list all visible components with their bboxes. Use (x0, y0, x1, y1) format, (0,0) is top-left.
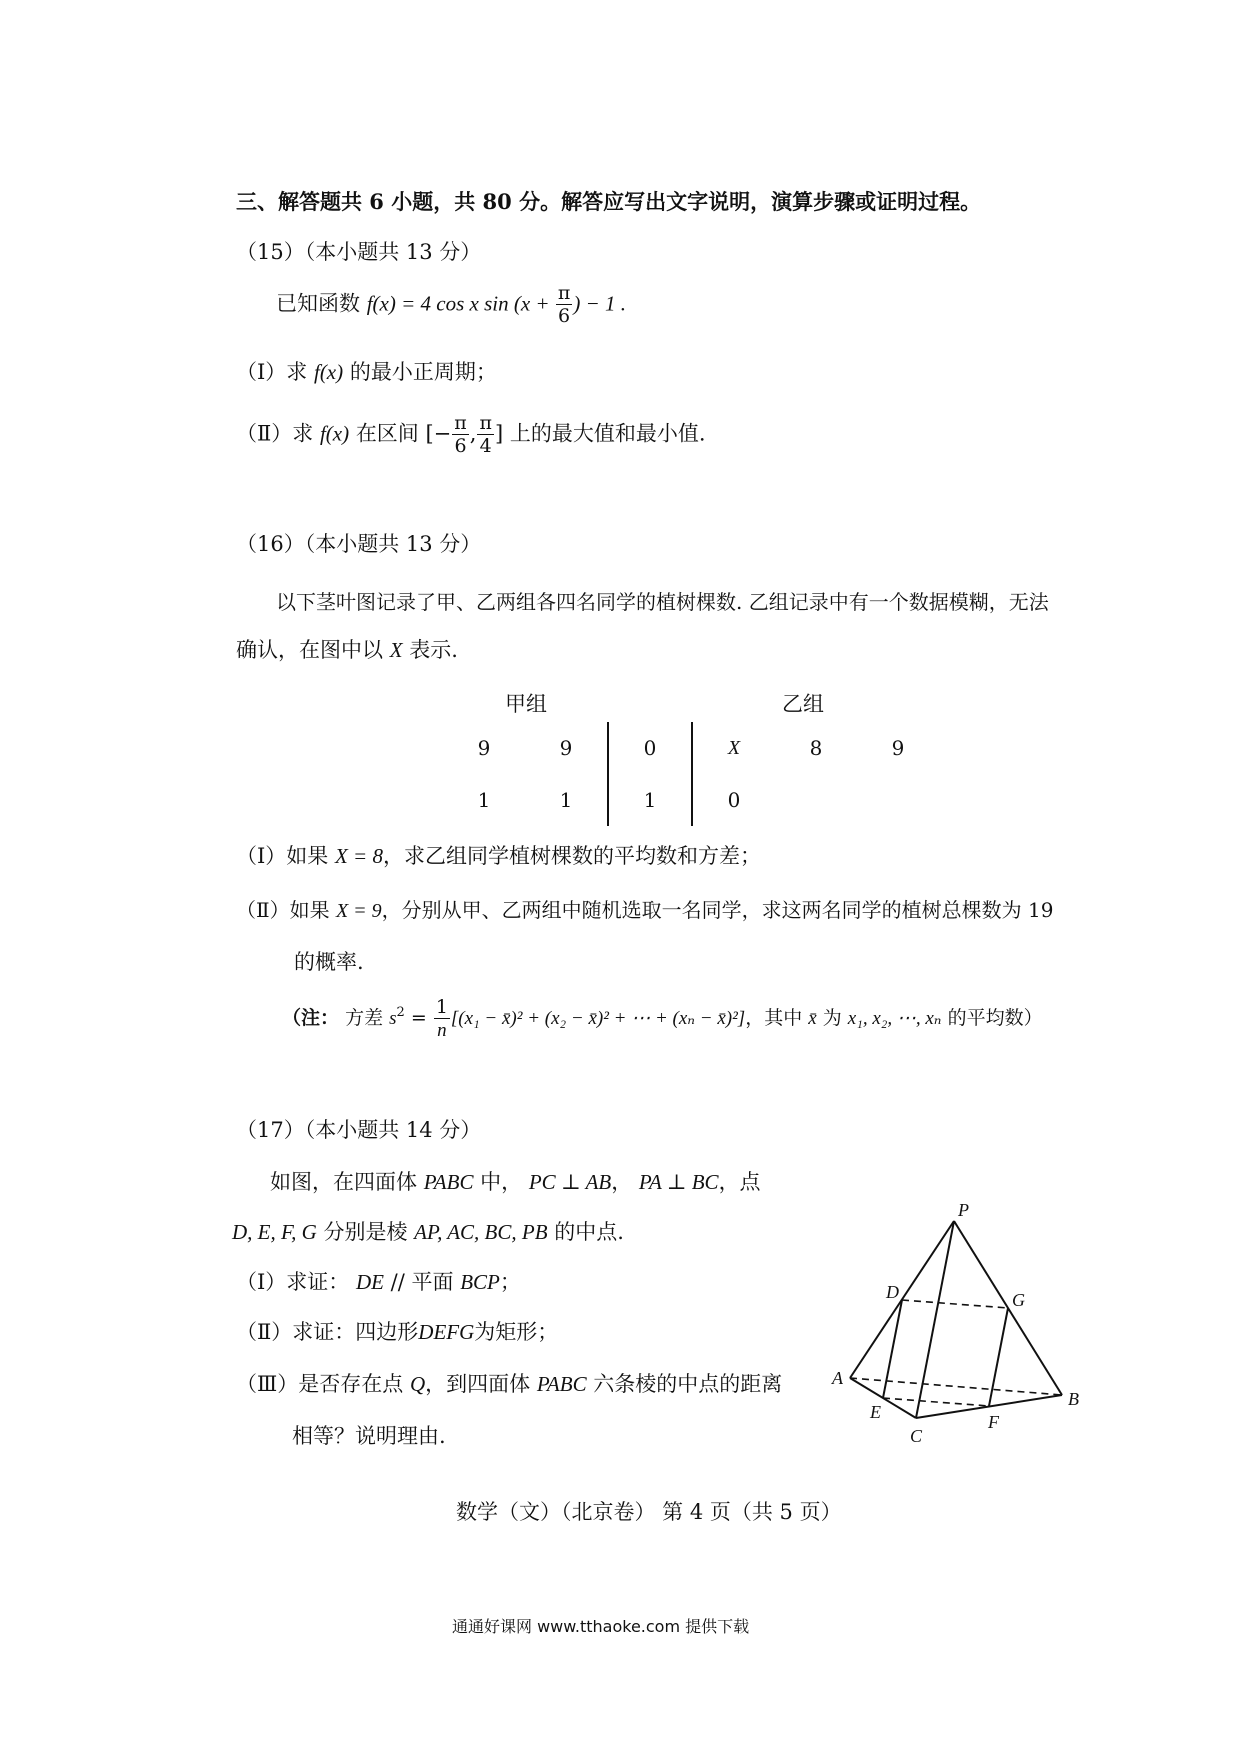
leaf-b: 0 (727, 788, 741, 812)
leaf-b: 8 (809, 736, 823, 760)
q16-note-s-sup: 2 (396, 1005, 405, 1020)
q16-part2 (236, 894, 1053, 923)
q17-line1-b: 中， (480, 1170, 523, 1194)
q17-part3-c: 六条棱的中点的距离 (593, 1372, 783, 1396)
q15-part2-comma: , (469, 421, 477, 446)
stem: 0 (608, 722, 692, 774)
label-A: A (832, 1368, 843, 1388)
q15-part1-fx: f(x) (313, 360, 344, 384)
frac-den: 4 (479, 435, 492, 457)
q15-func-lhs: f(x) = 4 cos x sin (x + (366, 291, 555, 316)
tetrahedron-edges (850, 1221, 1062, 1418)
leaf-a: 1 (477, 788, 491, 812)
q17-line1 (270, 1166, 761, 1196)
q16-note-xbar: x̄ (808, 1008, 817, 1029)
q16-part2-cont: 的概率. (294, 950, 364, 974)
leaf-b (775, 774, 857, 826)
q15-part2-fx: f(x) (319, 421, 350, 446)
tetrahedron-figure (830, 1200, 1110, 1450)
q17-part2-b: 为矩形； (474, 1320, 559, 1344)
q17-part3-a: （Ⅲ）是否存在点 (236, 1372, 404, 1396)
label-E: E (870, 1402, 881, 1422)
stem: 1 (608, 774, 692, 826)
section-header: 三、解答题共 6 小题，共 80 分。解答应写出文字说明，演算步骤或证明过程。 (236, 189, 982, 214)
q16-part1-b: ，求乙组同学植树棵数的平均数和方差； (382, 844, 761, 868)
q17-line2-a: 分别是棱 (323, 1220, 408, 1244)
q16-note-b: ，其中 (745, 1007, 803, 1029)
q17-part3-cont: 相等？说明理由. (292, 1424, 446, 1448)
q16-note-formula: [(x₁ − x̄)² + (x₂ − x̄)² + ⋯ + (xₙ − x̄)²] (450, 1008, 746, 1029)
frac-num: π (557, 282, 571, 304)
q17-part2 (236, 1316, 558, 1346)
q16-note-s: s (389, 1008, 397, 1029)
q17-part2-a: （Ⅱ）求证：四边形 (236, 1320, 419, 1344)
q15-part1 (236, 356, 497, 386)
label-P: P (958, 1200, 969, 1220)
q17-part3 (236, 1368, 782, 1398)
q16-part1 (236, 840, 761, 870)
frac-den: n (437, 1020, 447, 1041)
q17-title: （17）（本小题共 14 分） (236, 1118, 482, 1142)
stem-leaf-plot (443, 722, 940, 826)
label-C: C (910, 1426, 923, 1446)
leaf-a: 9 (477, 736, 491, 760)
q16-para2-b: 表示. (409, 638, 458, 662)
q17-line1-d: ，点 (718, 1170, 761, 1194)
q16-note-d: 的平均数） (947, 1007, 1043, 1029)
watermark-text: 通通好课网 www.tthaoke.com 提供下载 (452, 1617, 750, 1636)
q17-line1-c2: PA ⊥ BC (638, 1170, 719, 1194)
stem-leaf-group-a: 甲组 (505, 692, 547, 716)
q16-note-frac (434, 998, 450, 1040)
hidden-edges (850, 1300, 1062, 1406)
q16-note-c: 为 (822, 1007, 842, 1029)
q15-frac-pi-6 (556, 284, 573, 326)
q17-line1-a: 如图，在四面体 (270, 1170, 417, 1194)
q16-note-label: （注： (282, 1007, 340, 1029)
q17-line1-pabc: PABC (423, 1170, 474, 1194)
q15-intro: 已知函数 (276, 291, 360, 316)
q17-line1-c: ， (611, 1170, 633, 1194)
q15-part2-mid: 在区间 [− (355, 421, 452, 446)
q16-note-a: 方差 (345, 1007, 384, 1029)
q15-part1-text: 的最小正周期； (349, 360, 497, 384)
q17-part1-b: // 平面 (390, 1270, 454, 1294)
q15-frac-pi-6b (452, 414, 469, 456)
leaf-a: 1 (559, 788, 573, 812)
q16-part1-x: X = 8 (334, 844, 383, 868)
segment-GF (989, 1308, 1008, 1406)
q15-func-tail: ) − 1 . (573, 291, 626, 316)
q17-line2-b: 的中点. (554, 1220, 624, 1244)
q17-part2-defg: DEFG (418, 1320, 475, 1344)
q16-part2-a: （Ⅱ）如果 (236, 898, 330, 922)
page-footer: 数学（文）（北京卷） 第 4 页（共 5 页） (456, 1500, 842, 1524)
frac-num: 1 (435, 996, 448, 1018)
q15-function (276, 284, 626, 326)
edge-AB-hidden (850, 1378, 1062, 1395)
stem-leaf-row-2 (443, 774, 939, 826)
label-G: G (1012, 1290, 1025, 1310)
q16-part2-x: X = 9 (335, 900, 382, 922)
label-D: D (886, 1282, 899, 1302)
frac-num: π (479, 412, 492, 434)
leaf-a: 9 (559, 736, 573, 760)
q17-line2-edges: AP, AC, BC, PB (414, 1220, 548, 1244)
q17-line1-c1: PC ⊥ AB (528, 1170, 612, 1194)
q17-part1-bcp: BCP (460, 1270, 500, 1294)
frac-num: π (454, 412, 467, 434)
stem-leaf-group-b: 乙组 (782, 692, 824, 716)
leaf-b: 9 (891, 736, 905, 760)
stem-leaf-row-1 (443, 722, 939, 774)
q15-part2-label: （Ⅱ）求 (236, 421, 314, 446)
label-F: F (988, 1412, 999, 1432)
q17-part1-a: （Ⅰ）求证： (236, 1270, 350, 1294)
q17-line2 (232, 1216, 624, 1246)
label-B: B (1068, 1389, 1079, 1409)
q17-part1-de: DE (355, 1270, 384, 1294)
q16-para2-a: 确认，在图中以 (236, 638, 383, 662)
q17-part1 (236, 1266, 521, 1296)
q15-part2-text: ] 上的最大值和最小值. (494, 421, 706, 446)
q15-title: （15）（本小题共 13 分） (236, 240, 482, 264)
segment-DG-hidden (902, 1300, 1008, 1308)
q15-frac-pi-4 (477, 414, 494, 456)
q17-part3-pabc: PABC (536, 1372, 587, 1396)
q15-part2 (236, 414, 706, 456)
q16-note (282, 998, 1043, 1040)
q16-note-eq: = (404, 1007, 433, 1029)
leaf-b (857, 774, 939, 826)
q16-title: （16）（本小题共 13 分） (236, 532, 482, 556)
frac-den: 6 (558, 305, 571, 327)
leaf-b: X (727, 736, 741, 759)
q16-part2-b: ，分别从甲、乙两组中随机选取一名同学，求这两名同学的植树总棵数为 19 (381, 898, 1054, 922)
q16-note-list: x₁, x₂, ⋯, xₙ (847, 1008, 942, 1029)
q17-part1-c: ； (499, 1270, 521, 1294)
q16-para2-x: X (389, 638, 403, 662)
q17-part3-q: Q (409, 1372, 426, 1396)
q17-part3-b: ，到四面体 (425, 1372, 531, 1396)
frac-den: 6 (454, 435, 467, 457)
q16-part1-a: （Ⅰ）如果 (236, 844, 329, 868)
q17-line2-pts: D, E, F, G (232, 1220, 317, 1244)
q15-part1-label: （Ⅰ）求 (236, 360, 308, 384)
segment-EF-hidden (883, 1398, 989, 1406)
q16-para2 (236, 634, 458, 664)
q16-para1: 以下茎叶图记录了甲、乙两组各四名同学的植树棵数. 乙组记录中有一个数据模糊，无法 (276, 590, 1049, 614)
